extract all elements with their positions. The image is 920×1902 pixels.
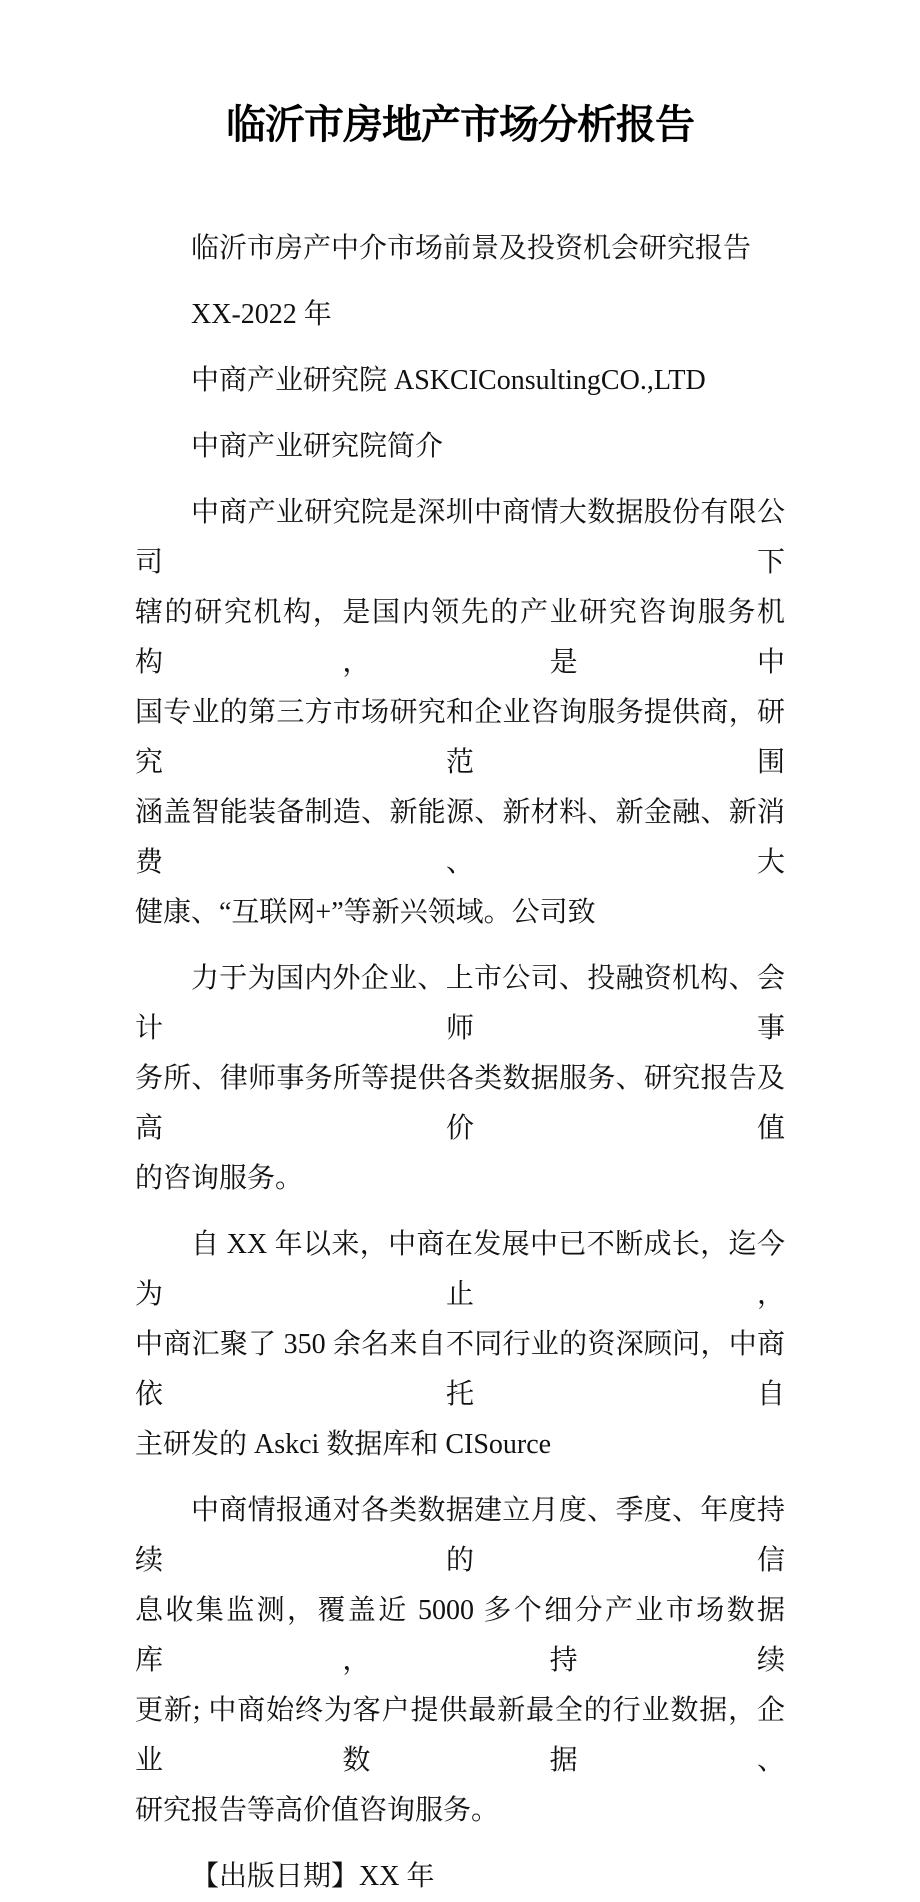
paragraph-line: 的咨询服务。: [135, 1163, 304, 1194]
document-title: 临沂市房地产市场分析报告: [226, 103, 694, 147]
document-content: [0, 96, 920, 1902]
paragraph-line: 中商产业研究院简介: [191, 431, 444, 462]
paragraph-line: XX-2022 年: [191, 299, 332, 330]
paragraph-line: 中商情报通对各类数据建立月度、季度、年度持续的信: [135, 1495, 785, 1576]
paragraph-line: 中商汇聚了 350 余名来自不同行业的资深顾问，中商依托自: [135, 1329, 785, 1410]
paragraph-line: 务所、律师事务所等提供各类数据服务、研究报告及高价值: [135, 1063, 785, 1144]
paragraph-line: 力于为国内外企业、上市公司、投融资机构、会计师事: [135, 963, 785, 1044]
paragraph-line: 涵盖智能装备制造、新能源、新材料、新金融、新消费、大: [135, 797, 785, 878]
paragraph-line: 息收集监测，覆盖近 5000 多个细分产业市场数据库，持续: [135, 1595, 785, 1676]
document-page: [0, 96, 920, 1892]
paragraph-line: 健康、“互联网+”等新兴领域。公司致: [135, 897, 596, 928]
paragraph-line: 中商产业研究院是深圳中商情大数据股份有限公司下: [135, 497, 785, 578]
paragraph-line: 临沂市房产中介市场前景及投资机会研究报告: [191, 233, 752, 264]
paragraph-line: 自 XX 年以来，中商在发展中已不断成长，迄今为止，: [135, 1229, 785, 1310]
paragraph-line: 【出版日期】XX 年: [191, 1861, 435, 1892]
paragraph-line: 更新; 中商始终为客户提供最新最全的行业数据，企业数据、: [135, 1695, 785, 1776]
paragraph-line: 国专业的第三方市场研究和企业咨询服务提供商，研究范围: [135, 697, 785, 778]
paragraph-line: 主研发的 Askci 数据库和 CISource: [135, 1429, 552, 1460]
document-body: [135, 224, 785, 1902]
paragraph-line: 研究报告等高价值咨询服务。: [135, 1795, 500, 1826]
paragraph-line: 中商产业研究院 ASKCIConsultingCO.,LTD: [191, 365, 706, 396]
paragraph-line: 辖的研究机构，是国内领先的产业研究咨询服务机构，是中: [135, 597, 785, 678]
